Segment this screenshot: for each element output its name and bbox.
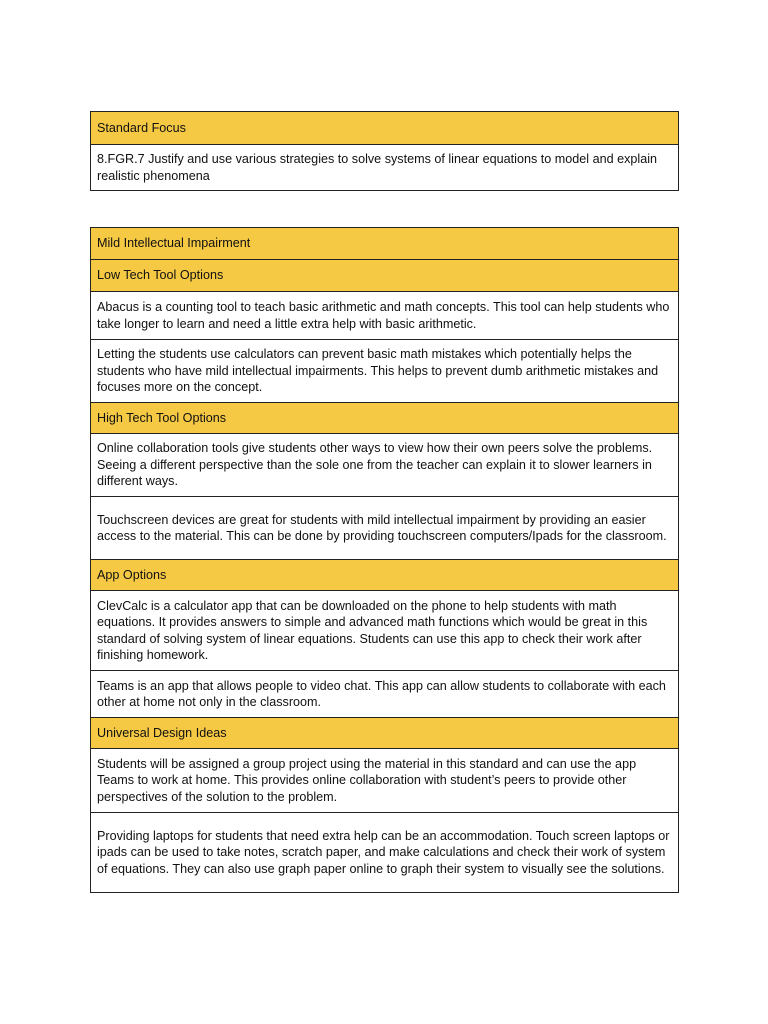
low-tech-item	[91, 291, 678, 339]
low-tech-item	[91, 339, 678, 402]
mild-impairment-header	[91, 228, 678, 259]
universal-design-item-text: Providing laptops for students that need extra help can be an accommodation. Touch screen laptops or ipads can be used to take notes, scratch paper, and make calculations and check their work of system of equations. They can also use graph paper online to graph their system to visually see the solutions.	[97, 828, 670, 876]
high-tech-header-label: High Tech Tool Options	[97, 410, 227, 425]
standard-focus-table	[90, 111, 679, 191]
universal-design-item	[91, 812, 678, 892]
universal-design-item	[91, 748, 678, 812]
universal-design-header	[91, 717, 678, 748]
app-options-header	[91, 559, 678, 590]
app-options-header-label: App Options	[97, 567, 167, 582]
standard-focus-header-label: Standard Focus	[97, 120, 186, 135]
low-tech-header	[91, 259, 678, 291]
high-tech-item-text: Online collaboration tools give students other ways to view how their own peers solve the problems. Seeing a different perspective than the sole one from the teacher can explain it to slower learners in different ways.	[97, 441, 653, 489]
standard-focus-header	[91, 112, 678, 144]
high-tech-item	[91, 496, 678, 559]
universal-design-header-label: Universal Design Ideas	[97, 725, 227, 740]
standard-focus-text-cell	[91, 144, 678, 190]
high-tech-header	[91, 402, 678, 433]
universal-design-item-text: Students will be assigned a group project using the material in this standard and can use the app Teams to work at home. This provides online collaboration with student’s peers to provide other perspectives of the solution to the problem.	[97, 756, 637, 804]
high-tech-item-text: Touchscreen devices are great for students with mild intellectual impairment by providing an easier access to the material. This can be done by providing touchscreen computers/Ipads for the classroom.	[97, 512, 667, 543]
mild-impairment-header-label: Mild Intellectual Impairment	[97, 236, 251, 251]
low-tech-header-label: Low Tech Tool Options	[97, 268, 224, 283]
high-tech-item	[91, 433, 678, 496]
mild-impairment-table	[90, 227, 679, 893]
app-options-item-text: ClevCalc is a calculator app that can be downloaded on the phone to help students with math equations. It provides answers to simple and advanced math functions which would be great in this standard of solving system of linear equations. Students can use this app to check their work after finishing homework.	[97, 598, 648, 662]
low-tech-item-text: Letting the students use calculators can prevent basic math mistakes which potentially helps the students who have mild intellectual impairments. This helps to prevent dumb arithmetic mistakes and focuses more on the concept.	[97, 347, 659, 395]
standard-focus-text: 8.FGR.7 Justify and use various strategies to solve systems of linear equations to model and explain realistic phenomena	[97, 152, 658, 183]
app-options-item	[91, 590, 678, 670]
low-tech-item-text: Abacus is a counting tool to teach basic arithmetic and math concepts. This tool can help students who take longer to learn and need a little extra help with basic arithmetic.	[97, 300, 670, 331]
app-options-item-text: Teams is an app that allows people to video chat. This app can allow students to collaborate with each other at home not only in the classroom.	[97, 678, 666, 709]
app-options-item	[91, 670, 678, 717]
